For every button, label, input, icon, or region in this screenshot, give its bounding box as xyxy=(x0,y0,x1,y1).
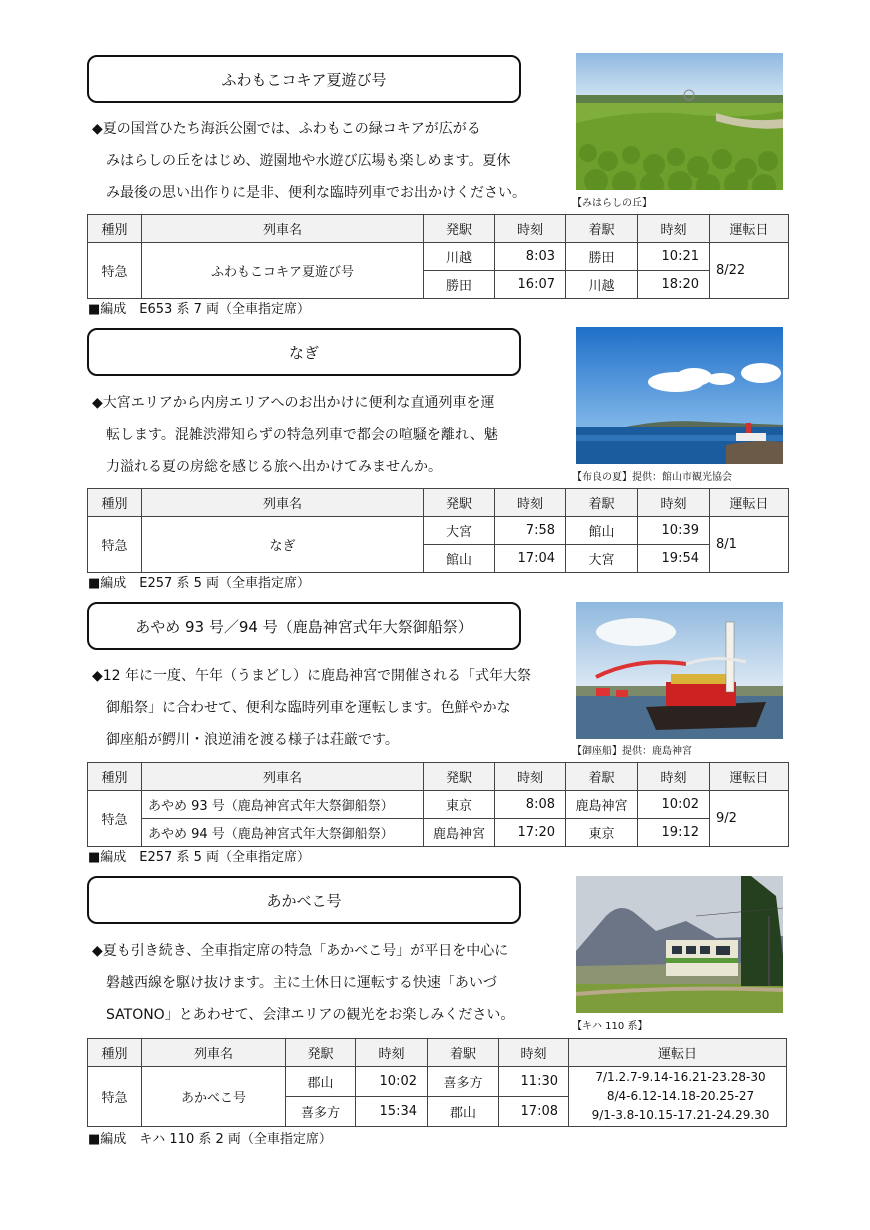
operating-days: 9/2 xyxy=(710,791,789,847)
section-title: あやめ 93 号／94 号（鹿島神宮式年大祭御船祭） xyxy=(87,602,521,650)
header-cell: 種別 xyxy=(88,1039,142,1067)
arrival-station: 川越 xyxy=(566,271,638,299)
header-cell: 発駅 xyxy=(424,489,495,517)
timetable xyxy=(87,1038,787,1127)
arrival-time: 11:30 xyxy=(499,1067,569,1097)
desc-line: み最後の思い出作りに是非、便利な臨時列車でお出かけください。 xyxy=(92,185,526,201)
arrival-time: 19:54 xyxy=(638,545,710,573)
desc-line: 御船祭」に合わせて、便利な臨時列車を運転します。色鮮やかな xyxy=(92,700,511,716)
header-cell: 運転日 xyxy=(710,763,789,791)
header-cell: 時刻 xyxy=(356,1039,428,1067)
header-cell: 時刻 xyxy=(499,1039,569,1067)
table-row xyxy=(88,819,789,847)
departure-station: 郡山 xyxy=(286,1067,356,1097)
operating-days-july: 7/1.2.7-9.14-16.21-23.28-30 xyxy=(595,1070,766,1084)
departure-time: 15:34 xyxy=(356,1097,428,1127)
formation-note: ■編成 E257 系 5 両（全車指定席） xyxy=(88,850,310,865)
formation-note: ■編成 E653 系 7 両（全車指定席） xyxy=(88,302,310,317)
table-row xyxy=(88,243,789,271)
train-type: 特急 xyxy=(88,243,142,299)
arrival-time: 10:21 xyxy=(638,243,710,271)
header-cell: 着駅 xyxy=(566,489,638,517)
header-cell: 発駅 xyxy=(424,215,495,243)
train-type: 特急 xyxy=(88,517,142,573)
section-description xyxy=(92,387,532,483)
photo-caption: 【御座船】提供：鹿島神宮 xyxy=(572,746,692,757)
operating-days: 8/22 xyxy=(710,243,789,299)
train-type: 特急 xyxy=(88,791,142,847)
header-cell: 時刻 xyxy=(638,489,710,517)
departure-station: 勝田 xyxy=(424,271,495,299)
header-cell: 着駅 xyxy=(566,215,638,243)
header-cell: 時刻 xyxy=(638,763,710,791)
header-cell: 種別 xyxy=(88,215,142,243)
train-name: あやめ 94 号（鹿島神宮式年大祭御船祭） xyxy=(142,819,424,847)
timetable xyxy=(87,488,789,573)
arrival-time: 10:39 xyxy=(638,517,710,545)
departure-station: 館山 xyxy=(424,545,495,573)
table-row xyxy=(88,791,789,819)
desc-line: ◆大宮エリアから内房エリアへのお出かけに便利な直通列車を運 xyxy=(92,395,495,411)
table-header-row xyxy=(88,215,789,243)
kiha-110-train-photo xyxy=(576,876,783,1013)
departure-station: 喜多方 xyxy=(286,1097,356,1127)
departure-time: 8:03 xyxy=(495,243,566,271)
timetable xyxy=(87,214,789,299)
header-cell: 時刻 xyxy=(495,763,566,791)
section-title: あかべこ号 xyxy=(87,876,521,924)
header-cell: 時刻 xyxy=(495,489,566,517)
header-cell: 列車名 xyxy=(142,489,424,517)
header-cell: 着駅 xyxy=(566,763,638,791)
header-cell: 発駅 xyxy=(424,763,495,791)
departure-time: 17:04 xyxy=(495,545,566,573)
section-title: ふわもこコキア夏遊び号 xyxy=(87,55,521,103)
mera-summer-sea-photo xyxy=(576,327,783,464)
desc-line: 御座船が鰐川・浪逆浦を渡る様子は荘厳です。 xyxy=(92,732,399,748)
photo-caption: 【キハ 110 系】 xyxy=(572,1021,648,1032)
operating-days-august: 8/4-6.12-14.18-20.25-27 xyxy=(606,1089,755,1103)
desc-line: 転します。混雑渋滞知らずの特急列車で都会の喧騒を離れ、魅 xyxy=(92,427,498,443)
formation-note: ■編成 キハ 110 系 2 両（全車指定席） xyxy=(88,1132,332,1147)
arrival-time: 18:20 xyxy=(638,271,710,299)
desc-line: SATONO」とあわせて、会津エリアの観光をお楽しみください。 xyxy=(92,1007,515,1023)
arrival-time: 17:08 xyxy=(499,1097,569,1127)
section-description xyxy=(92,935,532,1031)
photo-caption: 【布良の夏】提供：館山市観光協会 xyxy=(572,472,732,483)
departure-time: 17:20 xyxy=(495,819,566,847)
desc-line: ◆夏の国営ひたち海浜公園では、ふわもこの緑コキアが広がる xyxy=(92,121,481,137)
table-header-row xyxy=(88,489,789,517)
operating-days xyxy=(569,1067,787,1127)
section-description xyxy=(92,113,532,209)
departure-time: 8:08 xyxy=(495,791,566,819)
arrival-time: 10:02 xyxy=(638,791,710,819)
header-cell: 列車名 xyxy=(142,1039,286,1067)
desc-line: 磐越西線を駆け抜けます。主に土休日に運転する快速「あいづ xyxy=(92,975,497,991)
desc-line: ◆夏も引き続き、全車指定席の特急「あかべこ号」が平日を中心に xyxy=(92,943,509,959)
arrival-station: 鹿島神宮 xyxy=(566,791,638,819)
formation-note: ■編成 E257 系 5 両（全車指定席） xyxy=(88,576,310,591)
arrival-station: 郡山 xyxy=(428,1097,499,1127)
section-title: なぎ xyxy=(87,328,521,376)
table-row xyxy=(88,517,789,545)
table-header-row xyxy=(88,763,789,791)
train-name: ふわもこコキア夏遊び号 xyxy=(142,243,424,299)
arrival-station: 喜多方 xyxy=(428,1067,499,1097)
desc-line: みはらしの丘をはじめ、遊園地や水遊び広場も楽しめます。夏休 xyxy=(92,153,511,169)
header-cell: 時刻 xyxy=(495,215,566,243)
departure-station: 大宮 xyxy=(424,517,495,545)
train-name: あやめ 93 号（鹿島神宮式年大祭御船祭） xyxy=(142,791,424,819)
train-name: なぎ xyxy=(142,517,424,573)
departure-time: 16:07 xyxy=(495,271,566,299)
kochia-hill-photo xyxy=(576,53,783,190)
header-cell: 運転日 xyxy=(710,215,789,243)
desc-line: 力溢れる夏の房総を感じる旅へ出かけてみませんか。 xyxy=(92,459,442,475)
departure-station: 東京 xyxy=(424,791,495,819)
arrival-station: 東京 xyxy=(566,819,638,847)
photo-caption: 【みはらしの丘】 xyxy=(572,198,652,209)
train-name: あかべこ号 xyxy=(142,1067,286,1127)
departure-station: 鹿島神宮 xyxy=(424,819,495,847)
header-cell: 運転日 xyxy=(710,489,789,517)
header-cell: 着駅 xyxy=(428,1039,499,1067)
header-cell: 列車名 xyxy=(142,215,424,243)
departure-station: 川越 xyxy=(424,243,495,271)
train-type: 特急 xyxy=(88,1067,142,1127)
section-description xyxy=(92,660,532,756)
operating-days: 8/1 xyxy=(710,517,789,573)
arrival-time: 19:12 xyxy=(638,819,710,847)
operating-days-september: 9/1-3.8-10.15-17.21-24.29.30 xyxy=(591,1108,770,1122)
arrival-station: 大宮 xyxy=(566,545,638,573)
header-cell: 列車名 xyxy=(142,763,424,791)
table-header-row xyxy=(88,1039,787,1067)
header-cell: 発駅 xyxy=(286,1039,356,1067)
header-cell: 運転日 xyxy=(569,1039,787,1067)
ceremonial-boat-photo xyxy=(576,602,783,739)
desc-line: ◆12 年に一度、午年（うまどし）に鹿島神宮で開催される「式年大祭 xyxy=(92,668,532,684)
arrival-station: 勝田 xyxy=(566,243,638,271)
header-cell: 種別 xyxy=(88,763,142,791)
header-cell: 種別 xyxy=(88,489,142,517)
departure-time: 7:58 xyxy=(495,517,566,545)
timetable xyxy=(87,762,789,847)
departure-time: 10:02 xyxy=(356,1067,428,1097)
arrival-station: 館山 xyxy=(566,517,638,545)
table-row xyxy=(88,1067,787,1097)
header-cell: 時刻 xyxy=(638,215,710,243)
